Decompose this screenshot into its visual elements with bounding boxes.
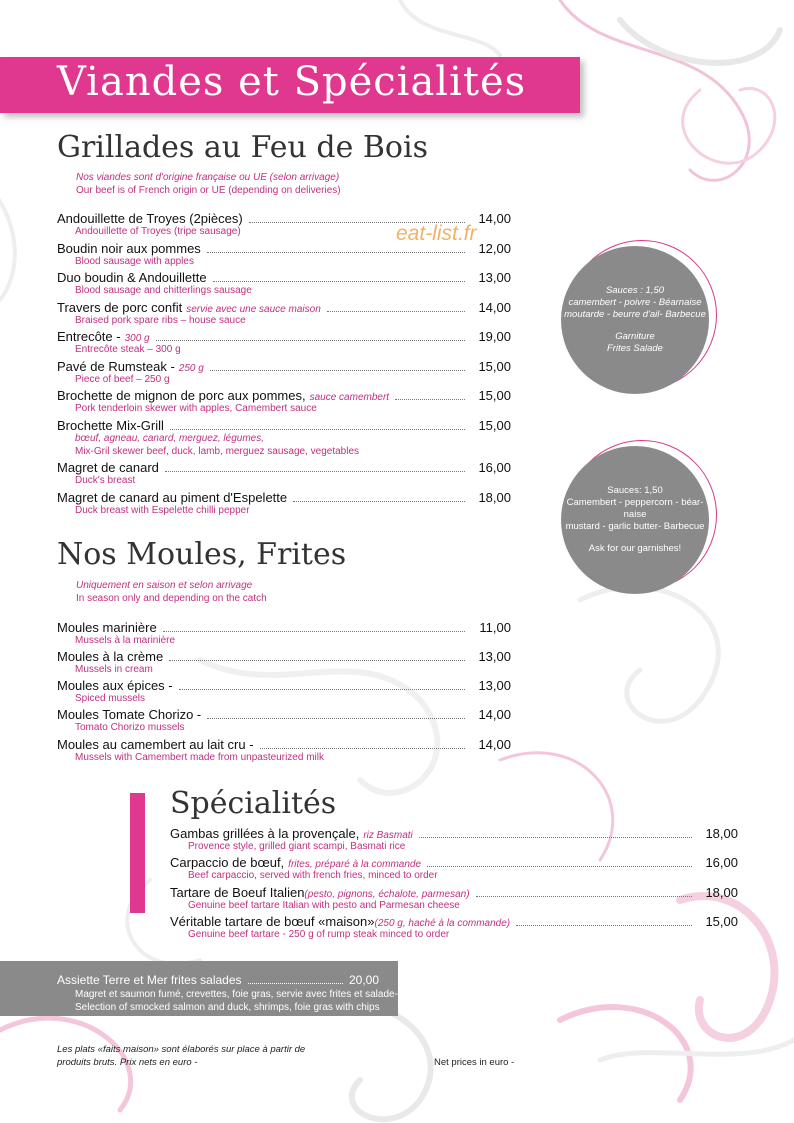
circle-line: Sauces: 1,50 [607,485,663,496]
grillades-note-en: Our beef is of French origin or UE (depending on deliveries) [76,185,341,196]
leader-dots [213,280,465,282]
menu-item [57,737,511,767]
menu-item [57,300,511,330]
item-price: 16,00 [478,460,511,475]
item-price: 16,00 [705,855,738,870]
menu-item [57,418,511,462]
item-desc: Andouillette of Troyes (tripe sausage) [75,226,241,237]
item-desc: Beef carpaccio, served with french fries, minced to order [188,870,438,881]
leader-dots [476,895,692,897]
leader-dots [210,369,465,371]
circle-line: mustard - garlic butter- Barbecue [565,521,705,532]
specialites-title: Spécialités [170,786,337,821]
menu-item [57,649,511,679]
assiette-desc-en: Selection of smocked salmon and duck, shrimps, foie gras with chips [75,1002,380,1013]
item-price: 18,00 [705,885,738,900]
item-price: 14,00 [478,707,511,722]
menu-item [57,329,511,359]
leader-dots [156,339,465,341]
item-price: 11,00 [479,620,511,635]
item-price: 13,00 [478,649,511,664]
item-name: Moules au camembert au lait cru - [57,737,254,752]
item-desc: Pork tenderloin skewer with apples, Camembert sauce [75,403,317,414]
assiette-name: Assiette Terre et Mer frites salades [57,973,242,987]
item-name: Gambas grillées à la provençale, [170,826,360,841]
item-extra: sauce camembert [309,392,390,403]
circle-line: Camembert - peppercorn - béar- [566,497,704,508]
item-price: 15,00 [478,359,511,374]
item-name: Moules marinière [57,620,157,635]
item-name: Travers de porc confit [57,300,183,315]
circle-line: Ask for our garnishes! [588,543,682,554]
item-price: 14,00 [478,211,511,226]
item-price: 13,00 [478,678,511,693]
item-desc: Genuine beef tartare Italian with pesto and Parmesan cheese [188,900,460,911]
footer-note-fr-1: Les plats «faits maison» sont élaborés sur place à partir de [57,1044,306,1055]
menu-item [57,460,511,490]
menu-item [57,359,511,389]
item-price: 12,00 [478,241,511,256]
item-name: Véritable tartare de bœuf «maison» [170,914,375,929]
assiette-price: 20,00 [348,973,379,987]
item-name: Magret de canard [57,460,159,475]
item-extra: (pesto, pignons, échalote, parmesan) [304,889,470,900]
item-name: Carpaccio de bœuf, [170,855,285,870]
item-extra: 300 g [124,333,150,344]
grillades-note-fr: Nos viandes sont d'origine française ou UE (selon arrivage) [76,172,340,183]
sauces-circle-fr [561,246,709,394]
item-desc: Braised pork spare ribs – house sauce [75,315,246,326]
item-price: 15,00 [705,914,738,929]
moules-note-fr: Uniquement en saison et selon arrivage [76,580,253,591]
leader-dots [169,659,465,661]
item-name: Entrecôte - [57,329,121,344]
item-price: 18,00 [478,490,511,505]
item-price: 19,00 [478,329,511,344]
item-price: 18,00 [705,826,738,841]
leader-dots [419,836,692,838]
leader-dots [163,630,465,632]
item-name: Boudin noir aux pommes [57,241,201,256]
item-desc: Blood sausage with apples [75,256,194,267]
item-extra: (250 g, haché à la commande) [374,918,511,929]
item-price: 14,00 [478,300,511,315]
item-desc: Mussels à la marinière [75,635,176,646]
menu-item [57,211,511,241]
item-desc: Duck's breast [75,475,136,486]
menu-item [170,885,738,915]
item-extra: frites, préparé à la commande [288,859,422,870]
item-name: Pavé de Rumsteak - [57,359,175,374]
menu-item [170,826,738,856]
leader-dots [179,688,465,690]
item-name: Duo boudin & Andouillette [57,270,207,285]
leader-dots [260,747,465,749]
watermark: eat-list.fr [396,222,477,245]
item-name: Moules Tomate Chorizo - [57,707,202,722]
grillades-title: Grillades au Feu de Bois [57,130,428,165]
assiette-box [0,961,398,1016]
circle-line: Sauces : 1,50 [605,285,665,296]
item-desc: Mussels in cream [75,664,153,675]
circle-line: camembert - poivre - Béarnaise [568,297,702,308]
item-name: Andouillette de Troyes (2pièces) [57,211,243,226]
moules-title: Nos Moules, Frites [57,537,347,572]
circle-line: Frites Salade [607,343,663,354]
item-name: Brochette de mignon de porc aux pommes, [57,388,306,403]
item-desc: bœuf, agneau, canard, merguez, légumes, [75,433,264,444]
item-price: 15,00 [478,418,511,433]
sauces-circle-en [561,446,709,594]
footer-note-en: Net prices in euro - [434,1057,515,1068]
leader-dots [170,428,465,430]
menu-item [57,388,511,418]
circle-line: Garniture [615,331,655,342]
item-desc: Mussels with Camembert made from unpasteurized milk [75,752,324,763]
item-desc-en: Mix-Gril skewer beef, duck, lamb, merguez sausage, vegetables [75,446,360,457]
leader-dots [165,470,465,472]
item-price: 13,00 [478,270,511,285]
item-desc: Blood sausage and chitterlings sausage [75,285,252,296]
item-desc: Duck breast with Espelette chilli pepper [75,505,250,516]
item-name: Moules à la crème [57,649,164,664]
leader-dots [248,983,343,984]
menu-item [57,678,511,708]
leader-dots [293,500,465,502]
assiette-desc-fr: Magret et saumon fumé, crevettes, foie gras, servie avec frites et salade- [75,989,398,1000]
item-desc: Spiced mussels [75,693,146,704]
menu-item [170,855,738,885]
menu-item [57,490,511,520]
moules-note-en: In season only and depending on the catch [76,593,267,604]
item-name: Tartare de Boeuf Italien [170,885,305,900]
item-name: Brochette Mix-Grill [57,418,164,433]
leader-dots [327,310,465,312]
item-name: Magret de canard au piment d'Espelette [57,490,288,505]
header-band [0,57,580,113]
menu-item [57,241,511,271]
leader-dots [395,398,465,400]
circle-line: moutarde - beurre d'ail- Barbecue [564,309,706,320]
leader-dots [516,924,692,926]
item-extra: 250 g [178,363,204,374]
item-name: Moules aux épices - [57,678,173,693]
specialites-accent-bar [130,793,145,913]
menu-item [170,914,738,944]
leader-dots [427,865,692,867]
item-desc: Piece of beef – 250 g [75,374,170,385]
circle-line: naise [623,509,647,520]
item-extra: riz Basmati [363,830,413,841]
item-price: 15,00 [478,388,511,403]
item-desc: Genuine beef tartare - 250 g of rump steak minced to order [188,929,450,940]
item-price: 14,00 [478,737,511,752]
footer-note-fr-2: produits bruts. Prix nets en euro - [57,1057,198,1068]
menu-item [57,270,511,300]
page-title: Viandes et Spécialités [57,59,527,105]
item-desc: Tomato Chorizo mussels [75,722,185,733]
leader-dots [207,717,465,719]
menu-item [57,620,511,650]
leader-dots [207,251,465,253]
menu-item [57,707,511,737]
item-desc: Entrecôte steak – 300 g [75,344,181,355]
item-extra: servie avec une sauce maison [186,304,321,315]
item-desc: Provence style, grilled giant scampi, Basmati rice [188,841,406,852]
leader-dots [249,221,465,223]
